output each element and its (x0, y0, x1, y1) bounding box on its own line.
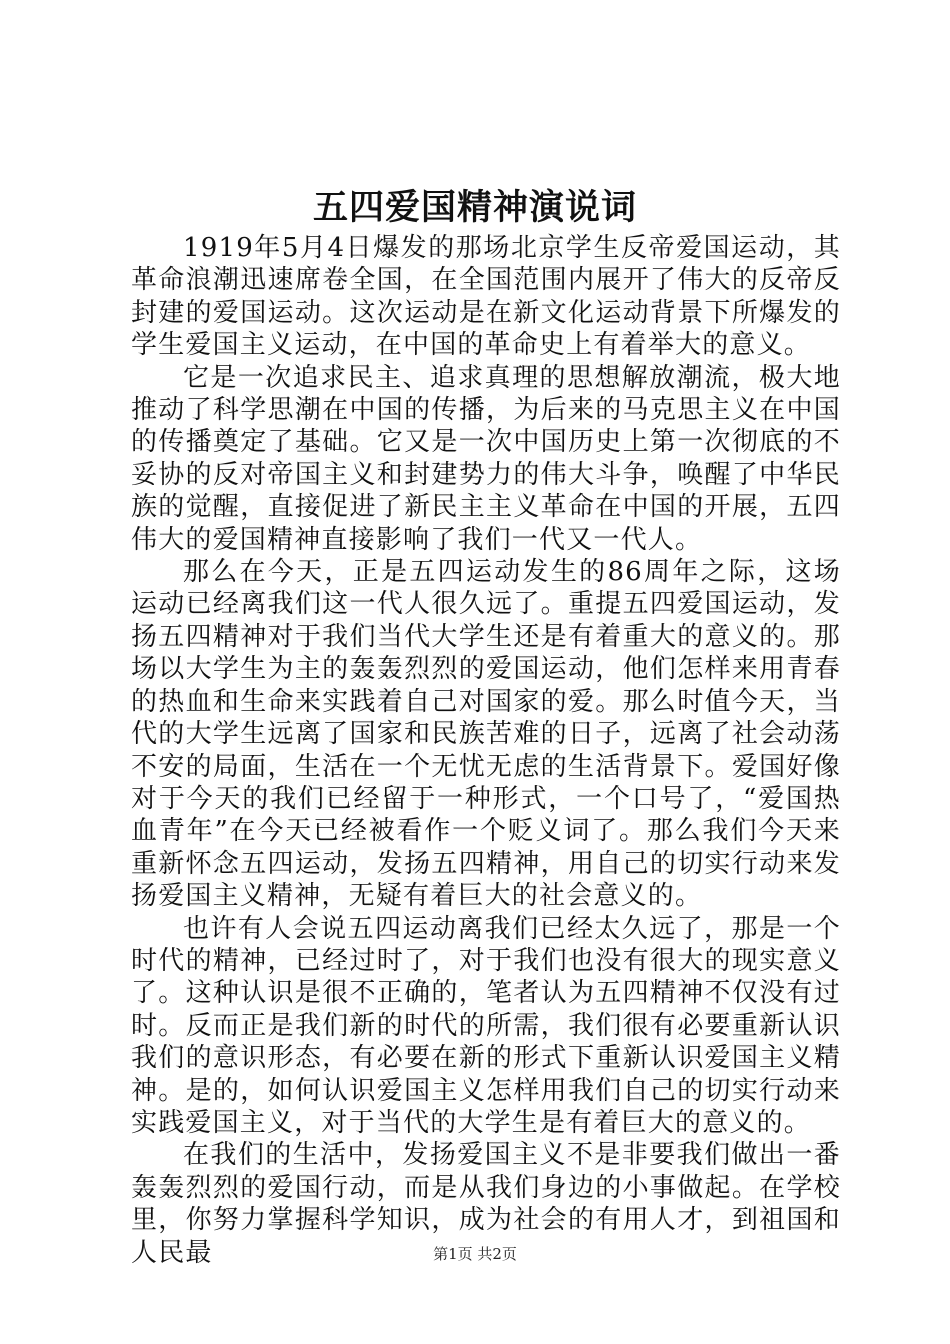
document-title: 五四爱国精神演说词 (312, 187, 637, 228)
paragraph: 那么在今天，正是五四运动发生的86周年之际，这场运动已经离我们这一代人很久远了。重提五四爱国运动，发扬五四精神对于我们当代大学生还是有着重大的意义的。那场以大学生为主的轰轰烈烈的爱国运动，他们怎样来用青春的热血和生命来实践着自己对国家的爱。那么时值今天，当代的大学生远离了国家和民族苦难的日子，远离了社会动荡不安的局面，生活在一个无忧无虑的生活背景下。爱国好像对于今天的我们已经留于一种形式，一个口号了，“爱国热血青年”在今天已经被看作一个贬义词了。那么我们今天来重新怀念五四运动，发扬五四精神，用自己的切实行动来发扬爱国主义精神，无疑有着巨大的社会意义的。 (131, 557, 841, 912)
paragraph: 它是一次追求民主、追求真理的思想解放潮流，极大地推动了科学思潮在中国的传播，为后来的马克思主义在中国的传播奠定了基础。它又是一次中国历史上第一次彻底的不妥协的反对帝国主义和封建势力的伟大斗争，唤醒了中华民族的觉醒，直接促进了新民主主义革命在中国的开展，五四伟大的爱国精神直接影响了我们一代又一代人。 (131, 362, 841, 555)
paragraph: 也许有人会说五四运动离我们已经太久远了，那是一个时代的精神，已经过时了，对于我们也没有很大的现实意义了。这种认识是很不正确的，笔者认为五四精神不仅没有过时。反而正是我们新的时代的所需，我们很有必要重新认识我们的意识形态，有必要在新的形式下重新认识爱国主义精神。是的，如何认识爱国主义怎样用我们自己的切实行动来实践爱国主义，对于当代的大学生是有着巨大的意义的。 (131, 913, 841, 1138)
document-body (131, 232, 841, 1269)
paragraph: 在我们的生活中，发扬爱国主义不是非要我们做出一番轰轰烈烈的爱国行动，而是从我们身边的小事做起。在学校里，你努力掌握科学知识，成为社会的有用人才，到祖国和人民最 (131, 1140, 841, 1268)
page-footer: 第1页 共2页 (433, 1245, 517, 1263)
paragraph: 1919年5月4日爆发的那场北京学生反帝爱国运动，其革命浪潮迅速席卷全国，在全国范围内展开了伟大的反帝反封建的爱国运动。这次运动是在新文化运动背景下所爆发的学生爱国主义运动，在中国的革命史上有着举大的意义。 (131, 233, 841, 361)
